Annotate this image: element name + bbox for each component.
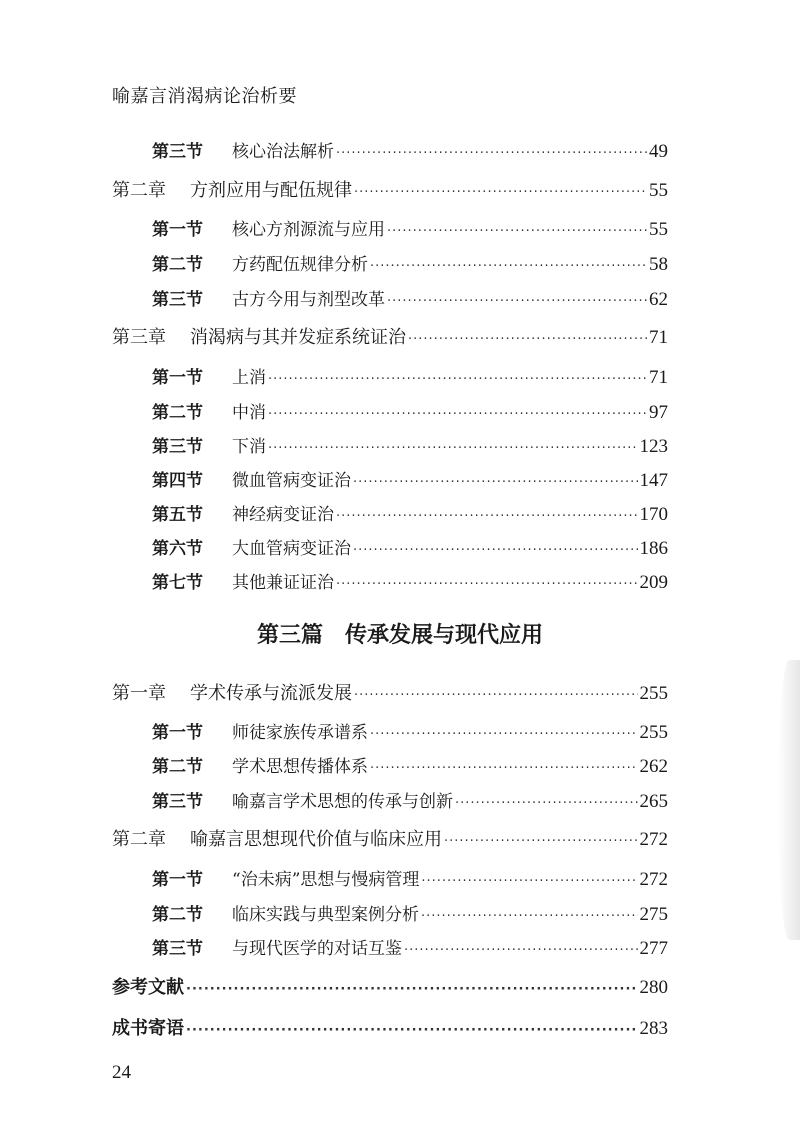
section-number: 第四节 bbox=[152, 471, 203, 491]
section-title: 古方今用与剂型改革 bbox=[232, 290, 385, 310]
page-ref: 283 bbox=[639, 1018, 668, 1039]
toc-entry-section[interactable] bbox=[0, 900, 668, 926]
page-ref: 275 bbox=[639, 904, 668, 925]
toc-entry-section[interactable] bbox=[0, 787, 668, 813]
section-title: 核心方剂源流与应用 bbox=[232, 220, 385, 240]
leader-dots bbox=[387, 224, 647, 239]
leader-dots bbox=[336, 509, 638, 524]
toc-entry-section[interactable] bbox=[0, 285, 668, 311]
section-number: 第三节 bbox=[152, 290, 203, 310]
section-number: 第一节 bbox=[152, 220, 203, 240]
section-title: 神经病变证治 bbox=[232, 505, 334, 525]
leader-dots bbox=[370, 727, 638, 742]
page-ref: 123 bbox=[639, 436, 668, 457]
section-title: 上消 bbox=[232, 368, 266, 388]
toc-entry-section[interactable] bbox=[0, 865, 668, 891]
toc-entry-section[interactable] bbox=[0, 718, 668, 744]
leader-dots bbox=[353, 543, 638, 558]
part-number: 第三篇 bbox=[256, 623, 323, 648]
leader-dots bbox=[421, 909, 638, 924]
leader-dots bbox=[444, 834, 638, 849]
toc-entry-section[interactable] bbox=[0, 500, 668, 526]
section-number: 第一节 bbox=[152, 870, 203, 890]
chapter-title: 方剂应用与配伍规律 bbox=[190, 180, 352, 201]
page-ref: 58 bbox=[649, 254, 668, 275]
leader-dots bbox=[421, 874, 637, 889]
page-ref: 265 bbox=[639, 791, 668, 812]
section-number: 第三节 bbox=[152, 437, 203, 457]
section-title: 下消 bbox=[232, 437, 266, 457]
leader-dots bbox=[455, 796, 638, 811]
leader-dots bbox=[408, 332, 647, 347]
toc-entry-section[interactable] bbox=[0, 137, 668, 163]
section-number: 第二节 bbox=[152, 255, 203, 275]
chapter-number: 第一章 bbox=[112, 683, 166, 704]
leader-dots bbox=[354, 185, 647, 200]
leader-dots bbox=[387, 294, 647, 309]
running-header: 喻嘉言消渴病论治析要 bbox=[112, 86, 297, 107]
section-title: 方药配伍规律分析 bbox=[232, 255, 368, 275]
page-ref: 280 bbox=[639, 977, 668, 998]
page-ref: 55 bbox=[649, 219, 668, 240]
page-ref: 255 bbox=[639, 722, 668, 743]
section-title: 大血管病变证治 bbox=[232, 539, 351, 559]
page-ref: 186 bbox=[639, 538, 668, 559]
page-ref: 147 bbox=[639, 470, 668, 491]
section-title: “治未病”思想与慢病管理 bbox=[232, 870, 420, 890]
toc-entry-section[interactable] bbox=[0, 363, 668, 389]
leader-dots bbox=[336, 146, 647, 161]
page-ref: 255 bbox=[639, 683, 668, 704]
page-ref: 71 bbox=[649, 367, 668, 388]
page-number: 24 bbox=[112, 1062, 131, 1083]
section-title: 喻嘉言学术思想的传承与创新 bbox=[232, 792, 453, 812]
section-number: 第二节 bbox=[152, 757, 203, 777]
section-title: 师徒家族传承谱系 bbox=[232, 723, 368, 743]
page-edge-shadow bbox=[778, 660, 800, 940]
toc-entry-section[interactable] bbox=[0, 752, 668, 778]
leader-dots bbox=[370, 259, 647, 274]
page-ref: 170 bbox=[639, 504, 668, 525]
page-ref: 209 bbox=[639, 572, 668, 593]
page-ref: 49 bbox=[649, 141, 668, 162]
toc-entry-chapter[interactable] bbox=[0, 323, 668, 349]
toc-entry-section[interactable] bbox=[0, 534, 668, 560]
leader-dots bbox=[354, 688, 638, 703]
entry-title: 成书寄语 bbox=[112, 1018, 184, 1039]
chapter-title: 消渴病与其并发症系统证治 bbox=[190, 327, 406, 348]
section-number: 第三节 bbox=[152, 939, 203, 959]
toc-entry-chapter[interactable] bbox=[0, 176, 668, 202]
leader-dots bbox=[186, 982, 638, 997]
toc-entry-chapter[interactable] bbox=[0, 825, 668, 851]
leader-dots bbox=[268, 407, 647, 422]
page-ref: 272 bbox=[639, 829, 668, 850]
page-ref: 97 bbox=[649, 402, 668, 423]
entry-title: 参考文献 bbox=[112, 977, 184, 998]
section-number: 第三节 bbox=[152, 792, 203, 812]
page-ref: 55 bbox=[649, 180, 668, 201]
leader-dots bbox=[336, 577, 638, 592]
chapter-title: 喻嘉言思想现代价值与临床应用 bbox=[190, 829, 442, 850]
toc-entry-section[interactable] bbox=[0, 398, 668, 424]
page-ref: 62 bbox=[649, 289, 668, 310]
toc-entry-section[interactable] bbox=[0, 432, 668, 458]
toc-entry-chapter[interactable] bbox=[0, 679, 668, 705]
leader-dots bbox=[404, 943, 638, 958]
page-ref: 262 bbox=[639, 756, 668, 777]
page-ref: 272 bbox=[639, 869, 668, 890]
section-title: 核心治法解析 bbox=[232, 142, 334, 162]
section-number: 第五节 bbox=[152, 505, 203, 525]
toc-entry-section[interactable] bbox=[0, 215, 668, 241]
section-title: 与现代医学的对话互鉴 bbox=[232, 939, 402, 959]
chapter-number: 第二章 bbox=[112, 180, 166, 201]
leader-dots bbox=[370, 761, 638, 776]
section-number: 第六节 bbox=[152, 539, 203, 559]
toc-entry-section[interactable] bbox=[0, 568, 668, 594]
section-number: 第二节 bbox=[152, 905, 203, 925]
section-number: 第二节 bbox=[152, 403, 203, 423]
toc-entry-section[interactable] bbox=[0, 934, 668, 960]
leader-dots bbox=[268, 441, 638, 456]
section-title: 学术思想传播体系 bbox=[232, 757, 368, 777]
section-number: 第七节 bbox=[152, 573, 203, 593]
chapter-number: 第二章 bbox=[112, 829, 166, 850]
toc-entry-references[interactable] bbox=[0, 973, 668, 999]
chapter-title: 学术传承与流派发展 bbox=[190, 683, 352, 704]
toc-entry-section[interactable] bbox=[0, 250, 668, 276]
part-title-text: 传承发展与现代应用 bbox=[345, 623, 544, 648]
section-title: 临床实践与典型案例分析 bbox=[232, 905, 419, 925]
section-number: 第一节 bbox=[152, 723, 203, 743]
toc-entry-section[interactable] bbox=[0, 466, 668, 492]
section-number: 第三节 bbox=[152, 142, 203, 162]
section-title: 微血管病变证治 bbox=[232, 471, 351, 491]
page-ref: 71 bbox=[649, 327, 668, 348]
leader-dots bbox=[186, 1023, 638, 1038]
part-heading bbox=[0, 618, 800, 649]
leader-dots bbox=[353, 475, 638, 490]
toc-entry-afterword[interactable] bbox=[0, 1014, 668, 1040]
section-number: 第一节 bbox=[152, 368, 203, 388]
section-title: 中消 bbox=[232, 403, 266, 423]
page-ref: 277 bbox=[639, 938, 668, 959]
chapter-number: 第三章 bbox=[112, 327, 166, 348]
section-title: 其他兼证证治 bbox=[232, 573, 334, 593]
leader-dots bbox=[268, 372, 647, 387]
